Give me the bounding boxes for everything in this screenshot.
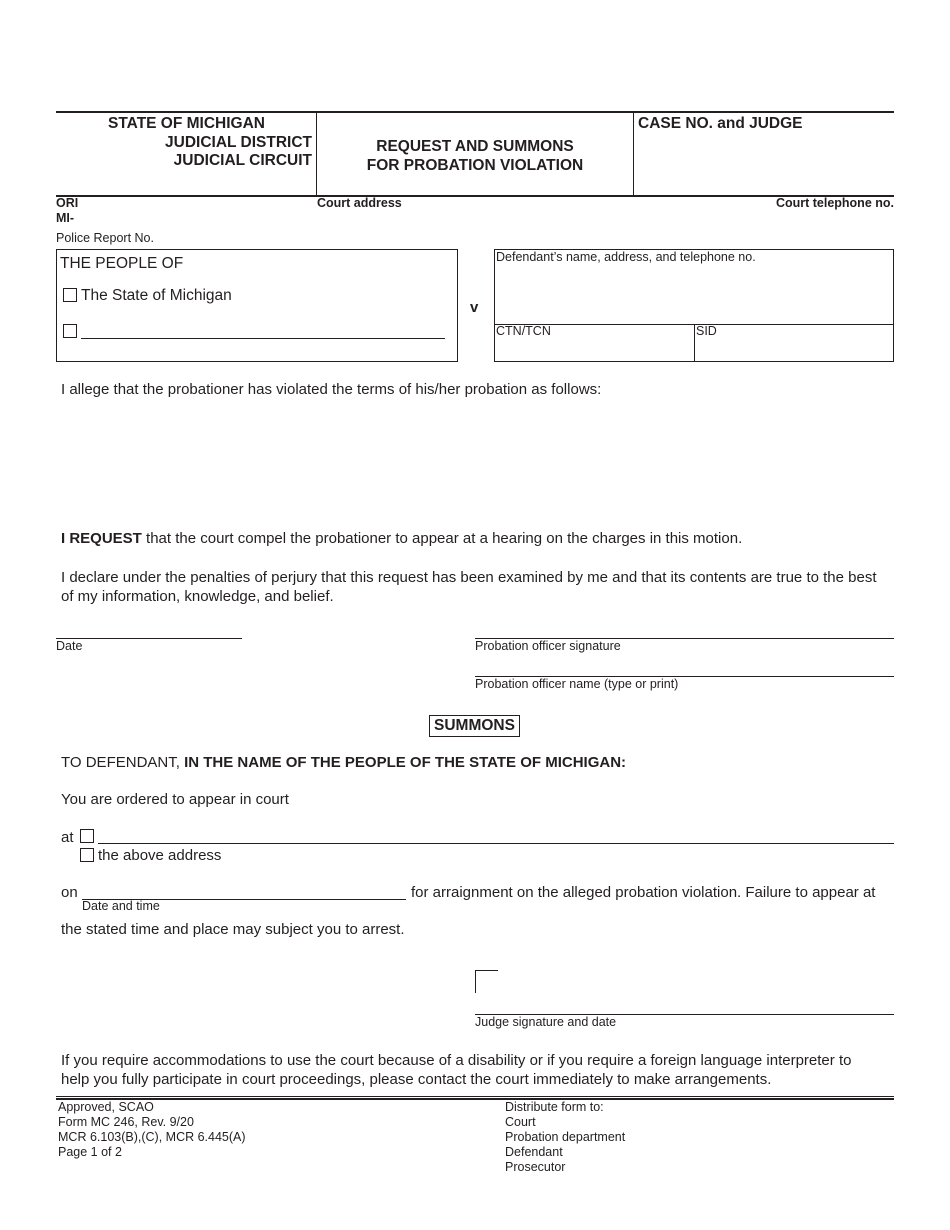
versus-label: v <box>470 299 479 316</box>
request-lead: I REQUEST <box>61 530 142 547</box>
request-paragraph <box>61 530 742 547</box>
distribute-item: Court <box>505 1115 536 1129</box>
location-line[interactable] <box>98 843 894 844</box>
distribute-item: Defendant <box>505 1145 563 1159</box>
accommodations-line2: help you fully participate in court proceedings, please contact the court immediately to make arrangements. <box>61 1071 772 1088</box>
state-of-michigan: STATE OF MICHIGAN <box>108 115 265 132</box>
judicial-circuit: JUDICIAL CIRCUIT <box>173 152 312 169</box>
date-label: Date <box>56 639 83 653</box>
ordered-to-appear: You are ordered to appear in court <box>61 791 289 808</box>
declaration-paragraph <box>61 568 877 606</box>
to-defendant-line <box>61 754 626 771</box>
header-divider-right <box>633 112 634 196</box>
header-bottom-rule <box>56 195 894 197</box>
police-report-label: Police Report No. <box>56 231 154 245</box>
officer-signature-label: Probation officer signature <box>475 639 621 653</box>
distribute-item: Probation department <box>505 1130 626 1144</box>
at-label: at <box>61 829 74 846</box>
on-label: on <box>61 884 78 901</box>
ctn-label: CTN/TCN <box>496 324 551 338</box>
request-text: that the court compel the probationer to appear at a hearing on the charges in this motion. <box>141 530 743 547</box>
distribute-title: Distribute form to: <box>505 1100 604 1114</box>
accommodations-line1: If you require accommodations to use the court because of a disability or if you require a foreign language interpreter to <box>61 1052 852 1069</box>
distribute-item: Prosecutor <box>505 1160 566 1174</box>
other-plaintiff-line[interactable] <box>81 338 445 339</box>
footer-page-number: Page 1 of 2 <box>58 1145 122 1159</box>
to-defendant: TO DEFENDANT, <box>61 754 185 771</box>
above-address-label: the above address <box>98 847 222 864</box>
declaration-line2: of my information, knowledge, and belief. <box>61 588 334 605</box>
footer-form-info <box>58 1100 246 1160</box>
judge-signature-label: Judge signature and date <box>475 1015 617 1029</box>
state-of-michigan-option: The State of Michigan <box>81 287 232 304</box>
header-top-rule <box>56 111 894 113</box>
ctn-sid-divider <box>694 324 695 362</box>
form-title-line2: FOR PROBATION VIOLATION <box>366 157 584 174</box>
court-address-label: Court address <box>317 196 402 210</box>
officer-name-label: Probation officer name (type or print) <box>475 677 679 691</box>
arrest-warning: the stated time and place may subject you to arrest. <box>61 921 405 938</box>
judicial-district: JUDICIAL DISTRICT <box>165 134 312 151</box>
mi-label: MI- <box>56 211 75 225</box>
date-line[interactable] <box>56 638 242 639</box>
court-telephone-label: Court telephone no. <box>775 196 894 210</box>
footer-distribution <box>505 1100 625 1175</box>
seal-corner-left <box>475 970 476 993</box>
above-address-checkbox[interactable] <box>80 848 94 862</box>
state-of-michigan-checkbox[interactable] <box>63 288 77 302</box>
summons-title: SUMMONS <box>429 715 520 737</box>
sid-label: SID <box>696 324 717 338</box>
people-of-label: THE PEOPLE OF <box>60 255 184 272</box>
footer-rule-top <box>56 1096 894 1097</box>
defendant-info-label: Defendant’s name, address, and telephone no. <box>496 250 756 264</box>
arraignment-text: for arraignment on the alleged probation violation. Failure to appear at <box>411 884 876 901</box>
declaration-line1: I declare under the penalties of perjury that this request has been examined by me and that its contents are true to the best <box>61 569 877 586</box>
form-title-line1: REQUEST AND SUMMONS <box>376 138 574 155</box>
footer-approved: Approved, SCAO <box>58 1100 154 1114</box>
case-no-judge-label: CASE NO. and JUDGE <box>638 115 803 132</box>
accommodations-notice <box>61 1051 851 1089</box>
other-location-checkbox[interactable] <box>80 829 94 843</box>
footer-court-rules: MCR 6.103(B),(C), MCR 6.445(A) <box>58 1130 246 1144</box>
allegation-text: I allege that the probationer has violated the terms of his/her probation as follows: <box>61 381 602 398</box>
date-time-label: Date and time <box>82 899 160 913</box>
form-title <box>317 137 633 175</box>
other-plaintiff-checkbox[interactable] <box>63 324 77 338</box>
footer-form-number: Form MC 246, Rev. 9/20 <box>58 1115 194 1129</box>
in-name-of-people: IN THE NAME OF THE PEOPLE OF THE STATE OF MICHIGAN: <box>184 754 627 771</box>
ori-label: ORI <box>56 196 79 210</box>
seal-corner-top <box>475 970 498 971</box>
